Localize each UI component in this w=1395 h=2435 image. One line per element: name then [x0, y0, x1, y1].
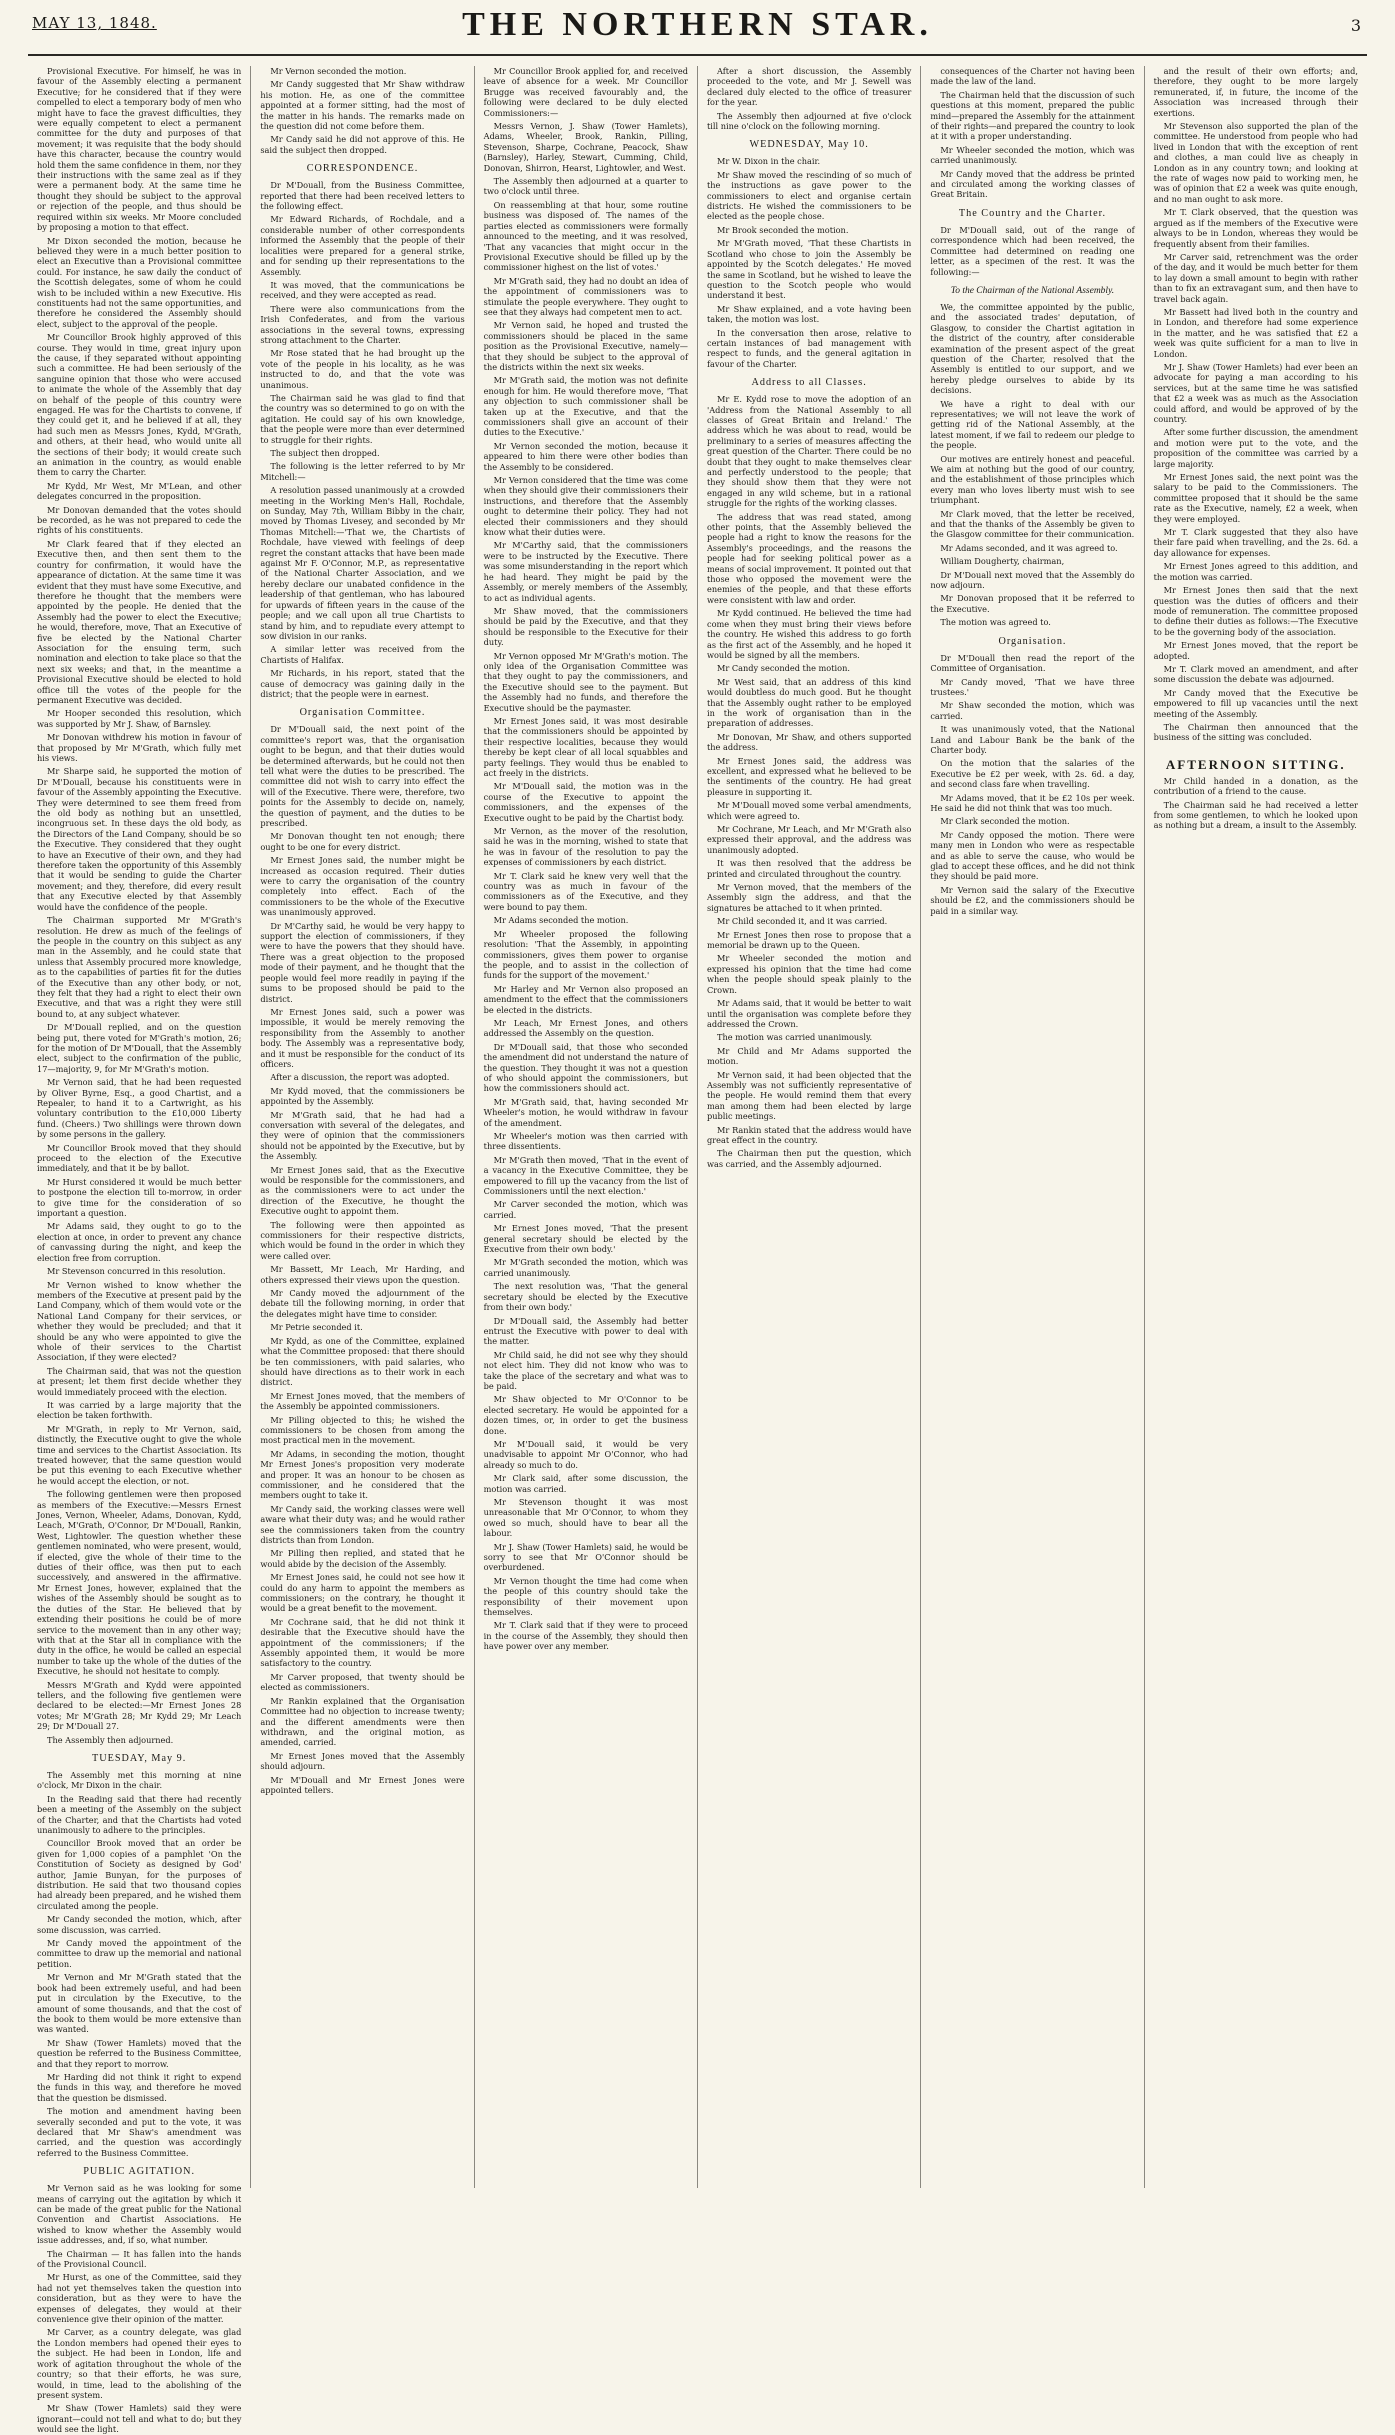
article-paragraph: Councillor Brook moved that an order be given for 1,000 copies of a pamphlet 'On the Constitution of Society as designed by God' author, Jamie Bunyan, for the purposes of distribution. He said that two thousand copies had already been prepared, and he wished them circulated among the people. [37, 1838, 242, 1911]
article-paragraph: Mr Candy moved that the address be printed and circulated among the working classes of Great Britain. [930, 168, 1135, 200]
article-paragraph: Dr M'Douall said, the next point of the committee's report was, that the organisation ought to be begun, and that their duties would be determined afterwards, but he could not then tell what were the duties to be prescribed. The committee did not wish to carry into effect the will of the Executive. There were, therefore, two points for the Assembly to decide on, namely, the question of payment, and the duties to be prescribed. [260, 724, 465, 828]
article-paragraph: Mr Kydd, Mr West, Mr M'Lean, and other delegates concurred in the proposition. [37, 480, 242, 502]
article-paragraph: Mr Bassett had lived both in the country and in London, and therefore had some experience in the matter, and he was satisfied that £2 a week was quite sufficient for a man to live in London. [1153, 306, 1358, 359]
article-paragraph: Mr Ernest Jones moved, 'That the present general secretary should be elected by the Executive from their own body.' [483, 1223, 688, 1255]
article-paragraph: A resolution passed unanimously at a crowded meeting in the Working Men's Hall, Rochdale, on Sunday, May 7th, William Bibby in the chair, moved by Thomas Livesey, and seconded by Mr Thomas Mitchell:—'That we, the Chartists of Rochdale, have viewed with feelings of deep regret the constant attacks that have been made against Mr F. O'Connor, M.P., as representative of the National Charter Association, and we hereby declare our unabated confidence in the leadership of that gentleman, who has laboured for upwards of fifteen years in the cause of the people; and we call upon all true Chartists to stand by him, and to repudiate every attempt to sow division in our ranks. [260, 485, 465, 641]
article-paragraph: Our motives are entirely honest and peaceful. We aim at nothing but the good of our country, and the establishment of those principles which every man who loves liberty must wish to see triumphant. [930, 453, 1135, 506]
article-paragraph: Mr Adams, in seconding the motion, thought Mr Ernest Jones's proposition very moderate and proper. It was an honour to be chosen as commissioner, and he considered that the members ought to take it. [260, 1448, 465, 1501]
article-paragraph: Mr Hurst considered it would be much better to postpone the election till to-morrow, in order to give time for the consideration of so important a question. [37, 1176, 242, 1219]
article-paragraph: consequences of the Charter not having been made the law of the land. [930, 66, 1135, 87]
article-paragraph: Mr Vernon seconded the motion, because it appeared to him there were other bodies than the Assembly to be considered. [483, 440, 688, 472]
article-paragraph: Mr Candy suggested that Mr Shaw withdraw his motion. He, as one of the committee appointed at a former sitting, had the most of the matter in his hands. The remarks made on the question did not come before them. [260, 79, 465, 132]
article-paragraph: Mr Councillor Brook moved that they should proceed to the election of the Executive immediately, and that it be by ballot. [37, 1142, 242, 1174]
article-paragraph: Mr Hooper seconded this resolution, which was supported by Mr J. Shaw, of Barnsley. [37, 708, 242, 729]
article-paragraph: The address that was read stated, among other points, that the Assembly believed the people had a right to know the reasons for the Assembly's proceedings, and the reasons the people had for seeking political power as a means of social improvement. It pointed out that those who opposed the movement were the enemies of the people, and that these efforts were consistent with law and order. [706, 511, 912, 605]
column-3 [475, 66, 698, 2188]
section-heading: The Country and the Charter. [958, 207, 1107, 219]
article-paragraph: The motion was agreed to. [940, 617, 1051, 628]
article-paragraph: The Assembly then adjourned. [47, 1734, 174, 1745]
article-paragraph: Mr W. Dixon in the chair. [716, 156, 821, 167]
section-heading: To the Chairman of the National Assembly. [950, 285, 1115, 296]
article-paragraph: Mr Kydd moved, that the commissioners be appointed by the Assembly. [260, 1085, 465, 1107]
article-paragraph: Mr West said, that an address of this kind would doubtless do much good. But he thought that the Assembly ought rather to be employed in the work of organisation than in the preparation of addresses. [706, 676, 912, 729]
article-paragraph: Mr Carver proposed, that twenty should be elected as commissioners. [260, 1671, 465, 1693]
article-paragraph: The Chairman held that the discussion of such questions at this moment, prepared the public mind—prepared the Assembly for the attainment of their rights—and prepared the country to look at it with a proper understanding. [930, 89, 1135, 142]
article-paragraph: Mr Adams moved, that it be £2 10s per week. He said he did not think that was too much. [930, 792, 1135, 813]
article-paragraph: The motion and amendment having been severally seconded and put to the vote, it was declared that Mr Shaw's amendment was carried, and the question was accordingly referred to the Business Committee. [37, 2106, 242, 2158]
article-paragraph: Mr Candy opposed the motion. There were many men in London who were as respectable and as able to serve the cause, who would be glad to accept these offices, and he did not think they should be paid more. [930, 829, 1135, 882]
article-paragraph: Mr Candy moved, 'That we have three trustees.' [930, 676, 1135, 697]
article-paragraph: Provisional Executive. For himself, he was in favour of the Assembly electing a permanent Executive; for he considered that if they were compelled to elect a temporary body of men who might have to face the gravest difficulties, they were equally competent to elect a permanent committee for the duty and purposes of that movement; it was requisite that the body should have this character, because the country would hold them the same confidence in them, nor they their instructions with the same zeal as if they were a permanent body. At the same time he thought they should be subject to the approval or rejection of the people, and thus should be required within six weeks. Mr Moore concluded by proposing a motion to that effect. [37, 66, 242, 233]
article-paragraph: Mr Vernon said as he was looking for some means of carrying out the agitation by which it can be made of the great public for the National Convention and Chartist Associations. He wished to know whether the Assembly would issue addresses, and, if so, what number. [37, 2183, 242, 2246]
column-5 [921, 66, 1144, 2188]
article-paragraph: Mr Vernon thought the time had come when the people of this country should take the responsibility of their movement upon themselves. [483, 1575, 688, 1618]
article-paragraph: Mr Vernon opposed Mr M'Grath's motion. The only idea of the Organisation Committee was that they ought to pay the commissioners, and the Executive should see to the payment. But the Assembly had no funds, and therefore the Executive should be the paymaster. [483, 650, 688, 713]
article-paragraph: Dr M'Douall said, the Assembly had better entrust the Executive with power to deal with the matter. [483, 1315, 688, 1347]
article-paragraph: Mr Child and Mr Adams supported the motion. [706, 1045, 912, 1067]
article-paragraph: Mr M'Grath then moved, 'That in the event of a vacancy in the Executive Committee, they be empowered to fill up the vacancy from the list of Commissioners until the next election.' [483, 1154, 688, 1197]
article-paragraph: Mr Child said, he did not see why they should not elect him. They did not know who was to take the place of the secretary and what was to be paid. [483, 1349, 688, 1391]
article-paragraph: Mr Shaw moved the rescinding of so much of the instructions as gave power to the commissioners to elect and organise certain districts. He wished the commissioners to be elected as the people chose. [706, 169, 912, 222]
article-paragraph: Mr Kydd continued. He believed the time had come when they must bring their views before the country. He wished this address to go forth as the first act of the Assembly, and he hoped it would be signed by all the members. [706, 608, 912, 660]
article-paragraph: Dr M'Carthy said, he would be very happy to support the election of commissioners, if they were to have the powers that they should have. There was a great objection to the proposed mode of their payment, and he thought that the people would feel more readily in paying if the sums to be proposed should be paid to the district. [260, 920, 465, 1004]
article-paragraph: Mr Shaw seconded the motion, which was carried. [930, 700, 1135, 721]
article-paragraph: Mr Vernon said, it had been objected that the Assembly was not sufficiently representative of the people. He would remind them that every man among them had been elected by large public meetings. [706, 1069, 912, 1122]
article-paragraph: Mr T. Clark said that if they were to proceed in the course of the Assembly, they should then have power over any member. [483, 1620, 688, 1652]
article-paragraph: Mr M'Douall moved some verbal amendments, which were agreed to. [706, 800, 912, 821]
article-paragraph: The Chairman supported Mr M'Grath's resolution. He drew as much of the feelings of the people in the country on this subject as any man in the Assembly, and he could state that unless that Assembly procured more knowledge, as to the capabilities of parties fit for the duties of the Executive than any other body, or not, they felt that they had a right to elect their own Executive, and that was a right they were still bound to, at any subject whatever. [37, 915, 242, 1019]
article-paragraph: Mr Bassett, Mr Leach, Mr Harding, and others expressed their views upon the question. [260, 1264, 465, 1285]
article-paragraph: Mr Donovan withdrew his motion in favour of that proposed by Mr M'Grath, which fully met his views. [37, 732, 242, 763]
article-paragraph: Mr M'Grath, in reply to Mr Vernon, said, distinctly, the Executive ought to give the whole time and services to the Chartist Association. Its treated however, that the same question would be put this evening to each Executive whether he would accept the election, or not. [37, 1423, 242, 1486]
column-2 [251, 66, 474, 2188]
article-paragraph: William Dougherty, chairman, [940, 556, 1065, 567]
article-paragraph: Mr Wheeler seconded the motion, which was carried unanimously. [930, 144, 1135, 166]
article-paragraph: Mr Donovan demanded that the votes should be recorded, as he was not prepared to cede the rights of his constituents. [37, 504, 242, 536]
article-paragraph: Mr Stevenson concurred in this resolution. [47, 1266, 226, 1277]
article-paragraph: Mr J. Shaw (Tower Hamlets) said, he would be sorry to see that Mr O'Connor should be overburdened. [483, 1541, 688, 1573]
article-paragraph: Mr Ernest Jones said, that as the Executive would be responsible for the commissioners, and as the commissioners were to act under the direction of the Executive, he thought the Executive ought to appoint them. [260, 1164, 465, 1217]
article-paragraph: Mr M'Grath said, the motion was not definite enough for him. He would therefore move, 'That any objection to such commissioner shall be taken up at the Executive, and that the commissioners shall give an account of their duties to the Executive.' [483, 375, 688, 438]
article-paragraph: Mr Pilling objected to this; he wished the commissioners to be chosen from among the most practical men in the movement. [260, 1414, 465, 1446]
section-heading: WEDNESDAY, May 10. [749, 139, 869, 151]
article-paragraph: Mr T. Clark said he knew very well that the country was as much in favour of the commissioners as of the Executive, and they were bound to pay them. [483, 870, 688, 912]
article-paragraph: Mr Donovan proposed that it be referred to the Executive. [930, 593, 1135, 614]
article-paragraph: Mr Ernest Jones then rose to propose that a memorial be drawn up to the Queen. [706, 929, 912, 951]
article-paragraph: Mr Candy said, the working classes were well aware what their duty was; and he would rather see the commissioners taken from the country districts than from London. [260, 1503, 465, 1545]
article-paragraph: Mr Ernest Jones said, the number might be increased as occasion required. Their duties were to carry the organisation of the country completely into effect. Each of the commissioners to be the whole of the Executive was unanimously approved. [260, 855, 465, 918]
article-paragraph: Mr Ernest Jones moved that the Assembly should adjourn. [260, 1750, 465, 1772]
article-paragraph: Mr Wheeler seconded the motion and expressed his opinion that the time had come when the people should speak plainly to the Crown. [706, 953, 912, 995]
article-paragraph: Dr M'Douall said, that those who seconded the amendment did not understand the nature of the question. They thought it was not a question of who should appoint the commissioners, but how the commissioners should act. [483, 1041, 688, 1094]
article-paragraph: Mr Child handed in a donation, as the contribution of a friend to the cause. [1153, 775, 1358, 797]
article-paragraph: We have a right to deal with our representatives; we will not leave the work of getting rid of the National Assembly, at the latest moment, if we fail to redeem our pledge to the people. [930, 398, 1135, 451]
article-paragraph: It was then resolved that the address be printed and circulated throughout the country. [706, 858, 912, 879]
article-paragraph: Mr Shaw (Tower Hamlets) said they were ignorant—could not tell and what to do; but they would see the light. [37, 2403, 242, 2435]
article-paragraph: It was unanimously voted, that the National Land and Labour Bank be the bank of the Charter body. [930, 724, 1135, 755]
article-paragraph: Mr M'Grath said, that he had had a conversation with several of the delegates, and they were of opinion that the commissioners should not be appointed by the Executive, but by the Assembly. [260, 1109, 465, 1162]
article-paragraph: Mr Stevenson also supported the plan of the committee. He understood from people who had lived in London that with the exception of rent and clothes, a man could live as cheaply in London as in any country town; and looking at the rate of wages now paid to working men, he was of opinion that £2 a week was quite enough, and no man ought to ask more. [1153, 121, 1358, 204]
section-heading: Organisation. [998, 635, 1067, 647]
article-paragraph: The Chairman — It has fallen into the hands of the Provisional Council. [37, 2248, 242, 2270]
article-paragraph: After a discussion, the report was adopted. [270, 1072, 450, 1083]
article-paragraph: Mr Ernest Jones moved, that the report be adopted. [1153, 640, 1358, 661]
article-paragraph: Mr Candy moved the adjournment of the debate till the following morning, in order that the delegates might have time to consider. [260, 1288, 465, 1319]
article-paragraph: Mr M'Grath moved, 'That these Chartists in Scotland who chose to join the Assembly be appointed by the Scotch delegates.' He moved the same in Scotland, but he wished to leave the question to the Scotch people who would understand it best. [706, 238, 912, 301]
article-paragraph: The Assembly met this morning at nine o'clock, Mr Dixon in the chair. [37, 1769, 242, 1791]
article-paragraph: Mr Carver, as a country delegate, was glad the London members had opened their eyes to the subject. He had been in London, life and work of agitation throughout the whole of the country; so that their efforts, he was sure, would, in time, lead to the abolishing of the present system. [37, 2327, 242, 2400]
article-paragraph: After some further discussion, the amendment and motion were put to the vote, and the proposition of the committee was carried by a large majority. [1153, 427, 1358, 469]
article-paragraph: Mr Edward Richards, of Rochdale, and a considerable number of other correspondents informed the Assembly that the people of their localities were prepared for a general strike, and for sending up their representations to the Assembly. [260, 214, 465, 277]
article-paragraph: Mr Vernon, as the mover of the resolution, said he was in the morning, wished to state that he was in favour of the resolution to pay the expenses of commissioners by each district. [483, 826, 688, 868]
article-paragraph: In the Reading said that there had recently been a meeting of the Assembly on the subject of the Charter, and that the Chartists had voted unanimously to adhere to the principles. [37, 1793, 242, 1835]
article-paragraph: The subject then dropped. [270, 448, 380, 458]
article-paragraph: A similar letter was received from the Chartists of Halifax. [260, 644, 465, 665]
article-paragraph: Mr Brook seconded the motion. [716, 224, 849, 235]
article-paragraph: Mr Adams seconded the motion. [493, 915, 629, 926]
section-heading: Organisation Committee. [299, 707, 426, 719]
article-paragraph: Mr Harley and Mr Vernon also proposed an amendment to the effect that the commissioners be elected in the districts. [483, 983, 688, 1015]
article-paragraph: Mr Rankin explained that the Organisation Committee had no objection to increase twenty; and the different amendments were then withdrawn, and the original motion, as amended, carried. [260, 1695, 465, 1748]
article-paragraph: Mr Shaw moved, that the commissioners should be paid by the Executive, and that they should be responsible to the Executive for their duty. [483, 605, 688, 648]
article-paragraph: It was moved, that the communications be received, and they were accepted as read. [260, 279, 465, 301]
article-paragraph: Mr Clark feared that if they elected an Executive then, and then sent them to the country for confirmation, it would have the appearance of dictation. At the same time it was evident that they must have some Executive, and therefore he thought that the members were appointed by the people. He denied that the Assembly had the power to elect the Executive; he would, therefore, move, That an Executive of five be elected by the National Charter Association for the ensuing term, such nomination and election to take place so that the next six weeks; and that, in the meantime a Provisional Executive should be elected to hold office till the votes of the people for the permanent Executive was decided. [37, 538, 242, 705]
article-paragraph: Mr T. Clark observed, that the question was argued as if the members of the Executive were always to be in London, whereas they would be frequently absent from their families. [1153, 207, 1358, 249]
section-heading: AFTERNOON SITTING. [1165, 756, 1346, 772]
article-paragraph: Mr Pilling then replied, and stated that he would abide by the decision of the Assembly. [260, 1548, 465, 1569]
article-paragraph: In the conversation then arose, relative to certain instances of bad management with respect to funds, and the general agitation in favour of the Charter. [706, 327, 912, 369]
article-paragraph: We, the committee appointed by the public, and the associated trades' deputation, of Glasgow, to consider the Chartist agitation in the district of the country, after considerable examination of the present aspect of the great question of the Charter, resolved that the Assembly is entitled to our support, and we hereby pledge ourselves to abide by its decisions. [930, 301, 1135, 396]
page-number: 3 [1350, 16, 1361, 35]
column-4 [698, 66, 921, 2188]
article-paragraph: Mr Shaw explained, and a vote having been taken, the motion was lost. [706, 303, 912, 325]
issue-date: MAY 13, 1848. [32, 14, 157, 32]
article-paragraph: Messrs M'Grath and Kydd were appointed tellers, and the following five gentlemen were declared to be elected:—Mr Ernest Jones 28 votes; Mr M'Grath 28; Mr Kydd 29; Mr Leach 29; Dr M'Douall 27. [37, 1679, 242, 1732]
article-paragraph: Mr Candy said he did not approve of this. He said the subject then dropped. [260, 134, 465, 155]
article-paragraph: Mr Vernon said the salary of the Executive should be £2, and the commissioners should be paid in a similar way. [930, 884, 1135, 916]
article-paragraph: Mr Adams said, that it would be better to wait until the organisation was complete before they addressed the Crown. [706, 998, 912, 1029]
article-paragraph: Mr Carver said, retrenchment was the order of the day, and it would be much better for them to lay down a small amount to begin with rather than to fix an extravagant sum, and then have to travel back again. [1153, 251, 1358, 304]
article-paragraph: After a short discussion, the Assembly proceeded to the vote, and Mr J. Sewell was declared duly elected to the office of treasurer for the year. [706, 66, 912, 108]
article-paragraph: Mr Rose stated that he had brought up the vote of the people in his locality, as he was instructed to do, and that the vote was unanimous. [260, 348, 465, 390]
article-paragraph: Mr Rankin stated that the address would have great effect in the country. [706, 1124, 912, 1145]
section-heading: CORRESPONDENCE. [306, 163, 419, 175]
article-paragraph: The Chairman then put the question, which was carried, and the Assembly adjourned. [706, 1148, 912, 1169]
article-paragraph: Mr Dixon seconded the motion, because he believed they were in a much better position to elect an Executive than a Provisional committee could. For instance, he saw daily the conduct of the Scottish delegates, some of whom he could wish to be included within a new Executive. His constituents had not the same opportunities, and therefore he considered the Assembly should elect, subject to the approval of the people. [37, 235, 242, 329]
article-paragraph: Mr Shaw objected to Mr O'Connor to be elected secretary. He would be appointed for a dozen times, or, in order to get the business done. [483, 1394, 688, 1436]
article-paragraph: Mr Shaw (Tower Hamlets) moved that the question be referred to the Business Committee, and that they report to morrow. [37, 2037, 242, 2069]
article-paragraph: The Assembly then adjourned at a quarter to two o'clock until three. [483, 176, 688, 197]
article-paragraph: Mr Candy seconded the motion. [716, 663, 850, 674]
article-paragraph: Mr Leach, Mr Ernest Jones, and others addressed the Assembly on the question. [483, 1017, 688, 1039]
article-paragraph: Mr Candy moved that the Executive be empowered to fill up vacancies until the next meeting of the Assembly. [1153, 687, 1358, 719]
article-paragraph: On the motion that the salaries of the Executive be £2 per week, with 2s. 6d. a day, and second class fare when travelling. [930, 758, 1135, 790]
article-paragraph: On reassembling at that hour, some routine business was disposed of. The names of the parties elected as commissioners were formally announced to the meeting, and it was resolved, 'That any vacancies that might occur in the Provisional Executive should be filled up by the commissioner highest on the list of votes.' [483, 199, 688, 273]
article-paragraph: The Assembly then adjourned at five o'clock till nine o'clock on the following morning. [706, 110, 912, 132]
article-paragraph: Mr M'Grath said, they had no doubt an idea of the appointment of commissioners was to stimulate the people everywhere. They ought to see that they always had competent men to act. [483, 275, 688, 317]
article-paragraph: Mr Candy seconded the motion, which, after some discussion, was carried. [37, 1914, 242, 1935]
article-paragraph: Mr Ernest Jones said, such a power was impossible, it would be merely removing the responsibility from the Assembly to another body. The Assembly was a representative body, and it must be responsible for the conduct of its officers. [260, 1006, 465, 1069]
column-1 [28, 66, 251, 2435]
article-paragraph: Mr Ernest Jones said, the next point was the salary to be paid to the Commissioners. The committee proposed that it should be the same rate as the Executive, namely, £2 a week, when they were employed. [1153, 472, 1358, 524]
article-paragraph: There were also communications from the Irish Confederates, and from the various associations in the several towns, expressing strong attachment to the Charter. [260, 303, 465, 345]
article-paragraph: The motion was carried unanimously. [716, 1032, 873, 1043]
article-paragraph: The following were then appointed as commissioners for their respective districts, which would be found in the order in which they were called over. [260, 1219, 465, 1261]
article-paragraph: Mr Harding did not think it right to expend the funds in this way, and therefore he moved that the question be dismissed. [37, 2071, 242, 2103]
section-heading: PUBLIC AGITATION. [83, 2166, 196, 2178]
article-paragraph: Mr J. Shaw (Tower Hamlets) had ever been an advocate for paying a man according to his services, but at the same time he was satisfied that £2 a week was as much as the Association could afford, and would be approved of by the country. [1153, 361, 1358, 424]
article-paragraph: The Chairman then announced that the business of the sitting was concluded. [1153, 721, 1358, 743]
article-paragraph: Dr M'Douall next moved that the Assembly do now adjourn. [930, 569, 1135, 591]
article-paragraph: Mr M'Grath seconded the motion, which was carried unanimously. [483, 1257, 688, 1278]
article-paragraph: Mr T. Clark moved an amendment, and after some discussion the debate was adjourned. [1153, 663, 1358, 685]
article-paragraph: Mr M'Grath said, that, having seconded Mr Wheeler's motion, he would withdraw in favour of the amendment. [483, 1096, 688, 1128]
article-paragraph: Mr Ernest Jones moved, that the members of the Assembly be appointed commissioners. [260, 1390, 465, 1412]
article-paragraph: Mr Ernest Jones then said that the next question was the duties of officers and their mode of remuneration. The committee proposed to define their duties as follows:—The Executive to be the governing body of the association. [1153, 585, 1358, 637]
article-paragraph: Mr Donovan, Mr Shaw, and others supported the address. [706, 731, 912, 753]
masthead [28, 4, 1367, 56]
article-paragraph: Mr Vernon wished to know whether the members of the Executive at present paid by the Land Company, which of them would vote or the National Land Company for their services, or whether they would be precluded; and that it should be any who were appointed to give the whole of their services to the Chartist Association, if they were elected? [37, 1279, 242, 1363]
article-paragraph: Mr Clark seconded the motion. [940, 816, 1070, 827]
article-paragraph: Mr M'Douall said, it would be very unadvisable to appoint Mr O'Connor, who had already so much to do. [483, 1438, 688, 1470]
article-paragraph: The next resolution was, 'That the general secretary should be elected by the Executive from their own body.' [483, 1281, 688, 1313]
article-paragraph: Mr Cochrane, Mr Leach, and Mr M'Grath also expressed their approval, and the address was unanimously adopted. [706, 824, 912, 855]
article-paragraph: Mr Clark said, after some discussion, the motion was carried. [483, 1473, 688, 1494]
article-paragraph: Mr Councillor Brook applied for, and received leave of absence for a week. Mr Councillor Brugge was received favourably and, the following were declared to be duly elected Commissioners:— [483, 66, 688, 118]
article-paragraph: Mr Vernon considered that the time was come when they should give their commissioners their instructions, and therefore that the Assembly ought to determine their policy. They had not elected their commissioners and they should know what their duties were. [483, 475, 688, 538]
article-paragraph: Mr Vernon seconded the motion. [270, 66, 407, 76]
article-paragraph: Mr M'Douall and Mr Ernest Jones were appointed tellers. [260, 1774, 465, 1795]
article-paragraph: Mr M'Douall said, the motion was in the course of the Executive to appoint the commissioners, and the expenses of the Executive ought to be paid by the Chartist body. [483, 781, 688, 823]
article-paragraph: Mr Donovan thought ten not enough; there ought to be one for every district. [260, 831, 465, 852]
section-heading: TUESDAY, May 9. [92, 1752, 187, 1764]
article-paragraph: Mr Vernon said, that he had been requested by Oliver Byrne, Esq., a good Chartist, and a Repealer, to hand it to a Cartwright, as his voluntary contribution to the £10,000 Liberty fund. (Cheers.) Two shillings were thrown down by some persons in the gallery. [37, 1077, 242, 1140]
article-paragraph: The Chairman said, that was not the question at present; let them first decide whether they would immediately proceed with the election. [37, 1365, 242, 1397]
article-paragraph: The Chairman said he had received a letter from some gentlemen, to which he looked upon as nothing but a dream, a insult to the Assembly. [1153, 799, 1358, 831]
article-paragraph: Mr Richards, in his report, stated that the cause of democracy was gaining daily in the district; that the people were in earnest. [260, 668, 465, 699]
article-paragraph: The following is the letter referred to by Mr Mitchell:— [260, 461, 465, 482]
column-6 [1145, 66, 1367, 2188]
article-paragraph: Mr Ernest Jones said, it was most desirable that the commissioners should be appointed by their respective localities, because they would thereby be kept clear of all local squabbles and party feelings. They would thus be enabled to act freely in the districts. [483, 715, 688, 778]
article-paragraph: Mr Carver seconded the motion, which was carried. [483, 1199, 688, 1220]
article-paragraph: Dr M'Douall, from the Business Committee, reported that there had been received letters to the following effect. [260, 180, 465, 212]
article-paragraph: Mr Adams said, they ought to go to the election at once, in order to prevent any chance of canvassing during the night, and keep the election free from corruption. [37, 1221, 242, 1263]
article-paragraph: Dr M'Douall said, out of the range of correspondence which had been received, the Committee had determined on reading one letter, as a specimen of the rest. It was the following:— [930, 224, 1135, 277]
article-paragraph: Mr Vernon said, he hoped and trusted the commissioners should be placed in the same position as the Provisional Executive, namely—that they should be subject to the approval of the districts within the next six weeks. [483, 320, 688, 372]
article-columns [28, 66, 1367, 2435]
article-paragraph: Messrs Vernon, J. Shaw (Tower Hamlets), Adams, Wheeler, Brook, Rankin, Pilling, Stevenson, Sharpe, Cochrane, Peacock, Shaw (Barnsley), Harley, Stewart, Cumming, Child, Donovan, Shirron, Hearst, Lightowler, and West. [483, 121, 688, 173]
article-paragraph: Mr Stevenson thought it was most unreasonable that Mr O'Connor, to whom they owed so much, should have to bear all the labour. [483, 1497, 688, 1539]
article-paragraph: Mr T. Clark suggested that they also have their fare paid when travelling, and the 2s. 6d. a day allowance for expenses. [1153, 527, 1358, 558]
article-paragraph: Mr Kydd, as one of the Committee, explained what the Committee proposed: that there should be ten commissioners, with paid salaries, who should have directions as to their work in each district. [260, 1335, 465, 1388]
article-paragraph: Mr Clark moved, that the letter be received, and that the thanks of the Assembly be given to the Glasgow committee for their communication. [930, 508, 1135, 540]
article-paragraph: Mr Petrie seconded it. [270, 1322, 363, 1333]
article-paragraph: The Chairman said he was glad to find that the country was so determined to go on with the agitation. He could say of his own knowledge, that the people were more than ever determined to struggle for their rights. [260, 392, 465, 445]
article-paragraph: Mr Ernest Jones agreed to this addition, and the motion was carried. [1153, 561, 1358, 582]
article-paragraph: Mr M'Carthy said, that the commissioners were to be instructed by the Executive. There was some misunderstanding in the report which he had heard. They might be paid by the Assembly, or merely members of the Assembly, to act as individual agents. [483, 540, 688, 603]
article-paragraph: Mr Vernon moved, that the members of the Assembly sign the address, and that the signatures be attached to it when printed. [706, 882, 912, 913]
newspaper-title: THE NORTHERN STAR. [462, 6, 933, 43]
article-paragraph: Mr Wheeler's motion was then carried with three dissentients. [483, 1131, 688, 1152]
article-paragraph: and the result of their own efforts; and, therefore, they ought to be more largely remunerated, if, in future, the income of the Association was increased through their exertions. [1153, 66, 1358, 118]
article-paragraph: Mr Candy moved the appointment of the committee to draw up the memorial and national petition. [37, 1938, 242, 1969]
article-paragraph: Mr Hurst, as one of the Committee, said they had not yet themselves taken the question into consideration, but as they were to have the expenses of delegates, they would at their convenience give their opinion of the matter. [37, 2272, 242, 2325]
article-paragraph: Dr M'Douall replied, and on the question being put, there voted for M'Grath's motion, 26; for the motion of Dr M'Douall, that the Assembly elect, subject to the confirmation of the public, 17—majority, 9, for Mr M'Grath's motion. [37, 1022, 242, 1074]
article-paragraph: The following gentlemen were then proposed as members of the Executive:—Messrs Ernest Jones, Vernon, Wheeler, Adams, Donovan, Kydd, Leach, M'Grath, O'Connor, Dr M'Douall, Rankin, West, Lightowler. The question whether these gentlemen nominated, who were present, would, if elected, give the whole of their time to the duties of their office, was then put to each successively, and answered in the affirmative. Mr Ernest Jones, however, explained that the wishes of the Assembly should be sought as to the duties of the Star. He believed that by extending their positions he could be of more service to the movement than in any other way; with that at the Star all in compliance with the duty in the office, he would be called an especial number to take up the whole of the duties of the Executive, he should not hesitate to comply. [37, 1489, 242, 1677]
article-paragraph: Mr E. Kydd rose to move the adoption of an 'Address from the National Assembly to all classes of Great Britain and Ireland.' The address which he was about to read, would be preliminary to a series of measures affecting the great question of the Charter. There could be no doubt that they ought to make themselves clear and perfectly understood to the people; that they should show them that they were not engaged in any wild scheme, but in a rational struggle for the rights of the working classes. [706, 394, 912, 509]
article-paragraph: Mr Cochrane said, that he did not think it desirable that the Executive should have the appointment of the commissioners; if the Assembly appointed them, it would be more satisfactory to the country. [260, 1616, 465, 1669]
article-paragraph: Mr Sharpe said, he supported the motion of Dr M'Douall, because his constituents were in favour of the Assembly appointing the Executive. They were determined to see them freed from the old body as nothing but an unsettled, incongruous set. In these days the old body, as the Directors of the Land Company, should be so the Executive. They considered that they ought to have an Executive of their own, and they had therefore taken the opportunity of this Assembly that it would be sending to guide the Charter movement; and they, therefore, did every result that any Executive elected by that Assembly would have the confidence of the people. [37, 766, 242, 912]
article-paragraph: Mr Ernest Jones said, he could not see how it could do any harm to appoint the members as commissioners; on the contrary, he thought it would be a great benefit to the movement. [260, 1572, 465, 1614]
article-paragraph: Mr Wheeler proposed the following resolution: 'That the Assembly, in appointing commissioners, gives them power to organise the people, and to assist in the collection of funds for the support of the movement.' [483, 928, 688, 981]
article-paragraph: It was carried by a large majority that the election be taken forthwith. [37, 1399, 242, 1421]
article-paragraph: Mr Adams seconded, and it was agreed to. [940, 542, 1118, 553]
article-paragraph: Dr M'Douall then read the report of the Committee of Organisation. [930, 652, 1135, 674]
section-heading: Address to all Classes. [751, 377, 867, 389]
article-paragraph: Mr Child seconded it, and it was carried. [716, 916, 888, 927]
article-paragraph: Mr Vernon and Mr M'Grath stated that the book had been extremely useful, and had been put in circulation by the Executive, to the amount of some thousands, and that the cost of the book to them would be more extensive than was wanted. [37, 1972, 242, 2035]
article-paragraph: Mr Ernest Jones said, the address was excellent, and expressed what he believed to be the sentiments of the country. He had great pleasure in supporting it. [706, 755, 912, 797]
article-paragraph: Mr Councillor Brook highly approved of this course. They would in time, great injury upon the cause, if they separated without appointing such a committee. He had been seriously of the sanguine opinion that those who were accused to animate the whole of the Assembly that day on behalf of the people of this country were engaged. He was for the Chartists to convene, if they could get it, and he believed if at all, they had such men as Messrs Jones, Kydd, M'Grath, and others, at their head, who would unite all the sections of their body; it would create such an animation in the country, as would enable them to carry the Charter. [37, 332, 242, 478]
